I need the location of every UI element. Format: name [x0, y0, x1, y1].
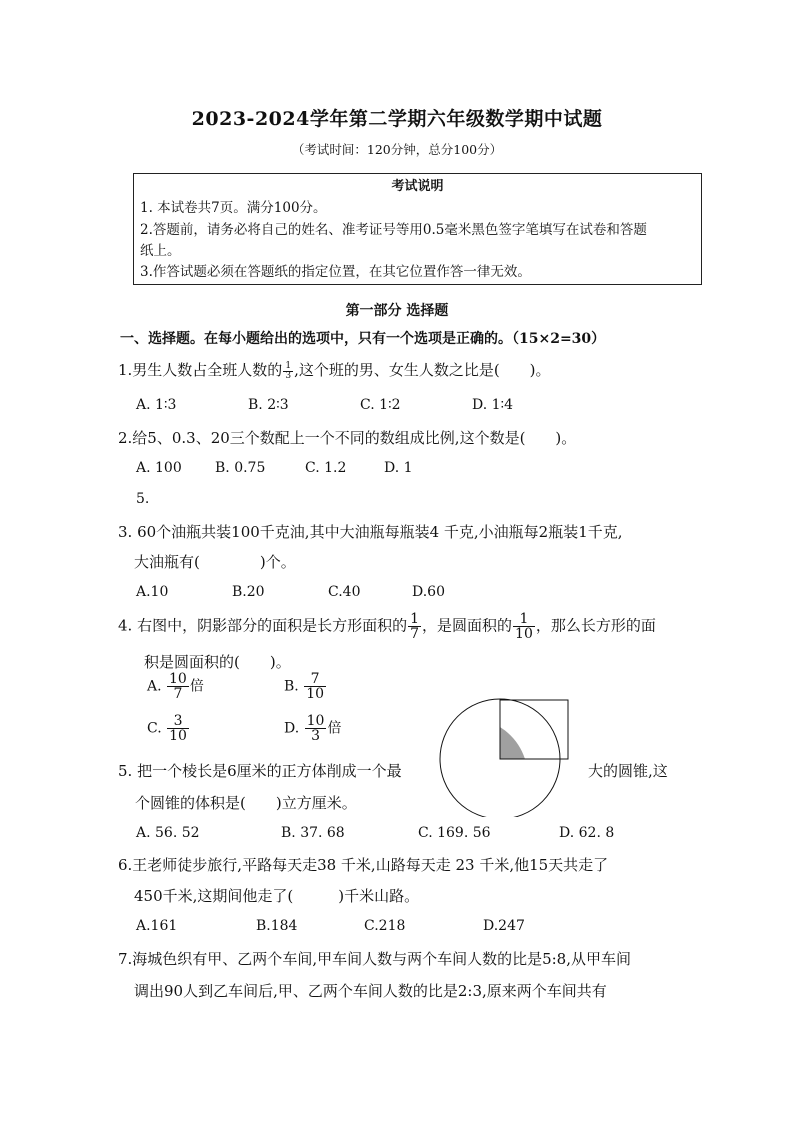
- q4-f1-num: 1: [410, 611, 420, 627]
- q6-option-d: D.247: [483, 918, 525, 934]
- question-6-line2: 450千米,这期间他走了( )千米山路。: [134, 887, 420, 905]
- q4-option-c: [147, 714, 190, 743]
- q1-fraction: [283, 362, 293, 381]
- q4-option-a-fraction: [167, 672, 189, 701]
- note-item-3: 3.作答试题必须在答题纸的指定位置，在其它位置作答一律无效。: [140, 264, 531, 280]
- q1-text-pre: 1.男生人数占全班人数的: [118, 361, 283, 379]
- q5-option-c: C. 169. 56: [418, 825, 491, 841]
- q4-option-c-fraction: [167, 714, 189, 743]
- note-item-1: 1. 本试卷共7页。满分100分。: [140, 200, 327, 216]
- q4-option-a-label: A.: [147, 678, 162, 695]
- q2-option-c: C. 1.2: [305, 460, 347, 476]
- shaded-region: [500, 727, 525, 759]
- question-7-line1: 7.海城色织有甲、乙两个车间,甲车间人数与两个车间人数的比是5:8,从甲车间: [118, 950, 631, 968]
- q2-option-a: A. 100: [136, 460, 182, 476]
- q4-option-d: [284, 714, 341, 743]
- q4-option-c-den: 10: [169, 728, 187, 744]
- q4-option-c-num: 3: [167, 714, 189, 729]
- exam-subtitle: （考试时间：120分钟，总分100分）: [291, 142, 503, 157]
- q3-option-a: A.10: [136, 584, 169, 600]
- q3-option-c: C.40: [328, 584, 361, 600]
- question-5-line2: 个圆锥的体积是( )立方厘米。: [135, 794, 357, 812]
- q6-option-c: C.218: [364, 918, 406, 934]
- q1-frac-den: 3: [285, 370, 292, 381]
- q4-f1-den: 7: [410, 626, 420, 642]
- q6-option-a: A.161: [136, 918, 178, 934]
- exam-notes-heading: 考试说明: [391, 179, 444, 194]
- exam-title: 2023-2024学年第二学期六年级数学期中试题: [191, 108, 603, 130]
- q4-f2-num: 1: [513, 612, 535, 627]
- q4-option-b-den: 10: [306, 686, 325, 702]
- q1-option-c: C. 1∶2: [360, 397, 401, 413]
- q4-fraction-1: [408, 612, 421, 641]
- q5-option-b: B. 37. 68: [281, 825, 345, 841]
- q4-option-b-fraction: [304, 672, 326, 701]
- q4-option-d-label: D.: [284, 720, 300, 737]
- q1-option-b: B. 2∶3: [248, 397, 289, 413]
- q4-text-post: ，那么长方形的面: [535, 616, 656, 635]
- q5-option-a: A. 56. 52: [136, 825, 200, 841]
- question-3-line2: 大油瓶有( )个。: [134, 553, 296, 571]
- q4-text-mid: ，是圆面积的: [422, 616, 513, 635]
- q4-option-a-suffix: 倍: [189, 678, 204, 695]
- question-6-line1: 6.王老师徒步旅行,平路每天走38 千米,山路每天走 23 千米,他15天共走了: [118, 856, 609, 874]
- q4-f2-den: 10: [515, 626, 533, 642]
- question-4-line1: [118, 612, 656, 641]
- q1-option-a: A. 1∶3: [136, 397, 177, 413]
- q6-option-b: B.184: [256, 918, 298, 934]
- q4-fraction-2: [513, 612, 535, 641]
- q3-option-d: D.60: [412, 584, 445, 600]
- q4-option-b: [284, 672, 327, 701]
- q4-option-d-den: 3: [311, 728, 321, 744]
- q4-option-b-num: 7: [304, 672, 326, 687]
- q4-text-pre: 4. 右图中，阴影部分的面积是长方形面积的: [118, 616, 408, 635]
- q4-figure: [430, 692, 580, 817]
- q3-option-b: B.20: [232, 584, 265, 600]
- q4-option-a-den: 7: [173, 686, 183, 702]
- q4-option-d-fraction: [305, 714, 327, 743]
- q1-option-d: D. 1∶4: [472, 397, 514, 413]
- q2-option-d: D. 1: [384, 460, 413, 476]
- note-item-2: 2.答题前，请务必将自己的姓名、准考证号等用0.5毫米黑色签字笔填写在试卷和答题: [140, 222, 647, 238]
- q4-option-a-num: 10: [169, 671, 187, 687]
- q5-option-d: D. 62. 8: [559, 825, 615, 841]
- q2-option-b: B. 0.75: [215, 460, 266, 476]
- note-item-2-cont: 纸上。: [140, 243, 181, 259]
- q1-frac-num: 1: [285, 360, 292, 371]
- question-7-line2: 调出90人到乙车间后,甲、乙两个车间人数的比是2:3,原来两个车间共有: [134, 982, 607, 1000]
- question-5-line1-pre: 5. 把一个棱长是6厘米的正方体削成一个最: [118, 762, 402, 780]
- part-title: 第一部分 选择题: [345, 303, 449, 319]
- q4-option-d-suffix: 倍: [327, 720, 342, 737]
- question-5-line1-post: 大的圆锥,这: [588, 762, 668, 780]
- question-3-line1: 3. 60个油瓶共装100千克油,其中大油瓶每瓶装4 千克,小油瓶每2瓶装1千克,: [118, 523, 623, 541]
- question-4-line2: 积是圆面积的( )。: [144, 653, 291, 671]
- question-2: 2.给5、0.3、20三个数配上一个不同的数组成比例,这个数是( )。: [118, 429, 577, 447]
- q4-option-a: [147, 672, 204, 701]
- q4-option-b-label: B.: [284, 678, 299, 695]
- q4-option-c-label: C.: [147, 720, 162, 737]
- q1-text-post: ,这个班的男、女生人数之比是( )。: [294, 361, 551, 379]
- section-title: 一、选择题。在每小题给出的选项中，只有一个选项是正确的。（15×2=30）: [120, 331, 606, 347]
- q2-extra: 5.: [136, 491, 150, 507]
- question-1: [118, 359, 551, 381]
- q4-option-d-num: 10: [306, 713, 325, 729]
